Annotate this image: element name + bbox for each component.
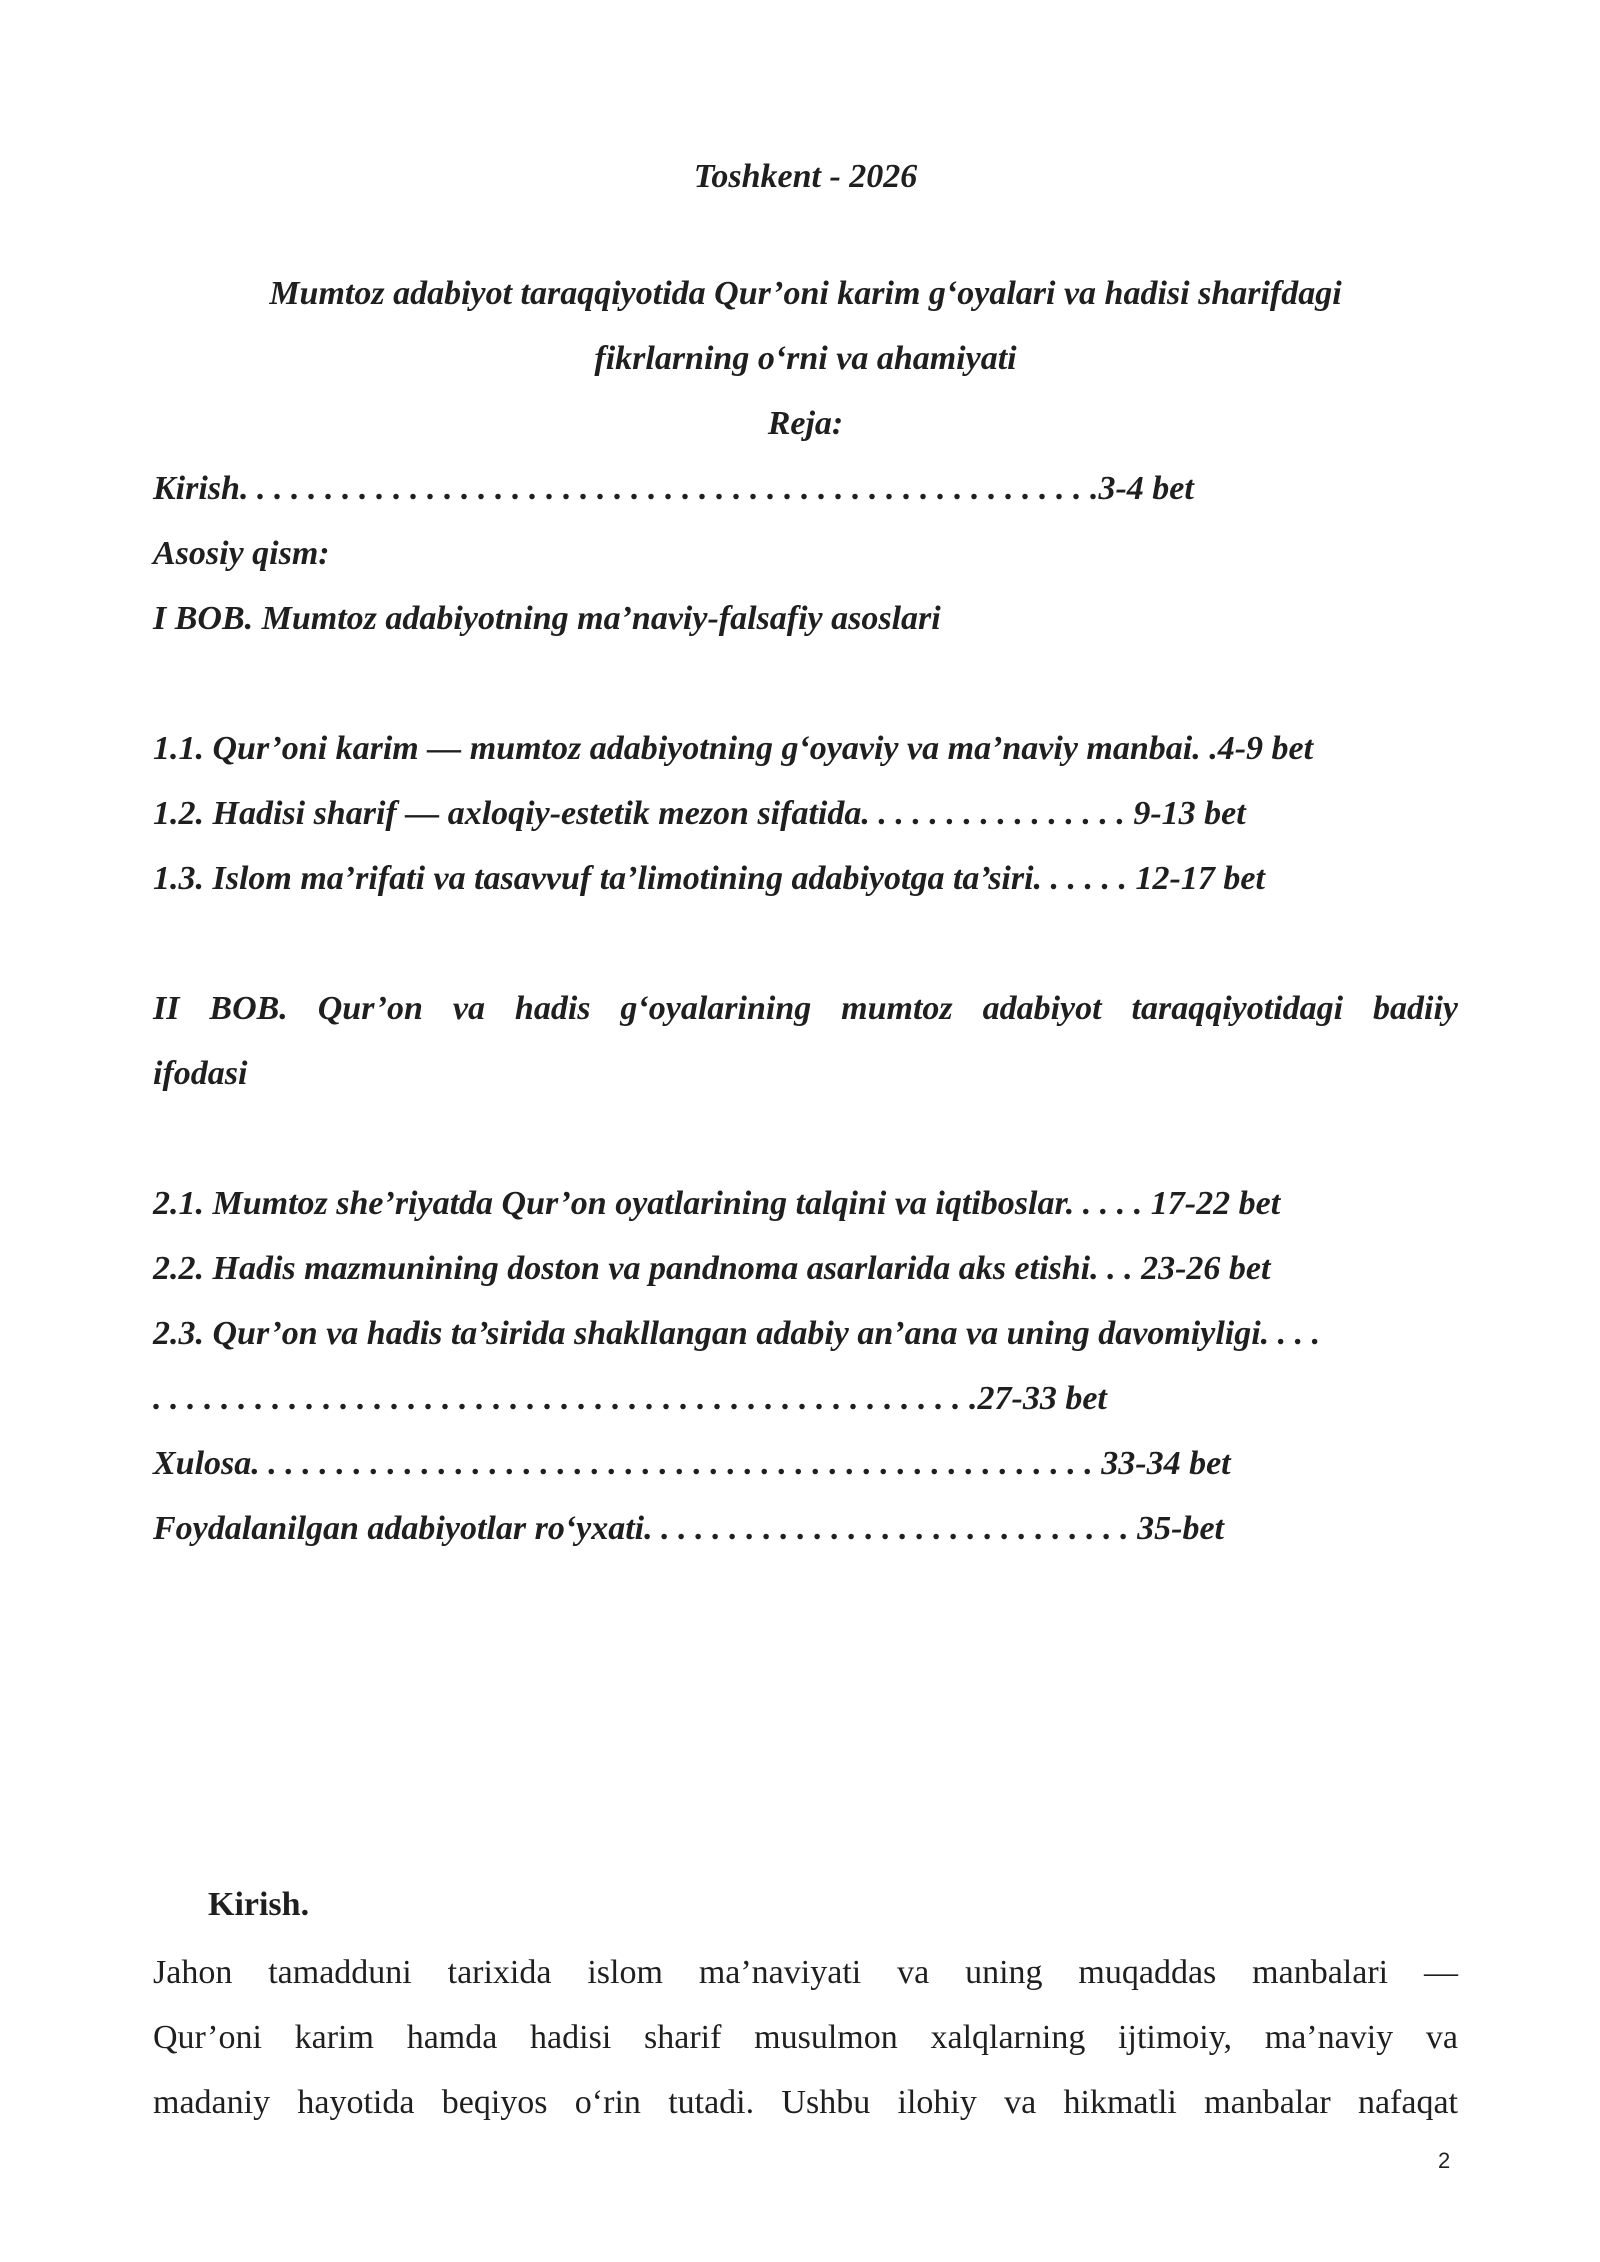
toc-chapter-2-line-2: ifodasi xyxy=(153,1055,248,1092)
toc-entry-1-1: 1.1. Qur’oni karim — mumtoz adabiyotning g‘oyaviy va ma’naviy manbai. .4-9 bet xyxy=(153,730,1314,767)
toc-entry-2-1: 2.1. Mumtoz she’riyatda Qur’on oyatlarining talqini va iqtiboslar. . . . . 17-22 bet xyxy=(153,1185,1281,1222)
toc-entry-1-2: 1.2. Hadisi sharif — axloqiy-estetik mezon sifatida. . . . . . . . . . . . . . . . 9-13 bet xyxy=(153,795,1246,832)
document-title-line-2: fikrlarning o‘rni va ahamiyati xyxy=(594,340,1017,377)
intro-line-2: Qur’oni karim hamda hadisi sharif musulmon xalqlarning ijtimoiy, ma’naviy va xyxy=(153,2019,1458,2056)
toc-entry-asosiy-qism: Asosiy qism: xyxy=(153,535,330,572)
intro-line-3: madaniy hayotida beqiyos o‘rin tutadi. Ushbu ilohiy va hikmatli manbalar nafaqat xyxy=(153,2084,1458,2121)
toc-entry-xulosa: Xulosa. . . . . . . . . . . . . . . . . . . . . . . . . . . . . . . . . . . . . . . . . . . . . . . . . . 33-34 bet xyxy=(153,1445,1231,1482)
intro-paragraph xyxy=(153,1940,1458,2135)
toc-chapter-2-line-1: II BOB. Qur’on va hadis g‘oyalarining mumtoz adabiyot taraqqiyotidagi badiiy xyxy=(153,990,1458,1027)
city-year: Toshkent - 2026 xyxy=(693,158,918,195)
toc-entry-1-3: 1.3. Islom ma’rifati va tasavvuf ta’limotining adabiyotga ta’siri. . . . . . 12-17 bet xyxy=(153,860,1265,897)
plan-heading: Reja: xyxy=(767,405,844,442)
toc-entry-2-2: 2.2. Hadis mazmunining doston va pandnoma asarlarida aks etishi. . . 23-26 bet xyxy=(153,1250,1271,1287)
toc-entry-2-3-line-1: 2.3. Qur’on va hadis ta’sirida shakllangan adabiy an’ana va uning davomiyligi. . . . xyxy=(153,1315,1321,1352)
intro-line-1: Jahon tamadduni tarixida islom ma’naviyati va uning muqaddas manbalari — xyxy=(153,1954,1458,1991)
intro-heading: Kirish. xyxy=(208,1886,310,1923)
toc-entry-foydalanilgan-adabiyotlar: Foydalanilgan adabiyotlar ro‘yxati. . . . . . . . . . . . . . . . . . . . . . . . . . . . . 35-bet xyxy=(153,1510,1224,1547)
toc-chapter-1: I BOB. Mumtoz adabiyotning ma’naviy-falsafiy asoslari xyxy=(153,600,941,637)
page-number: 2 xyxy=(1438,2148,1451,2173)
toc-entry-2-3-line-2: . . . . . . . . . . . . . . . . . . . . . . . . . . . . . . . . . . . . . . . . . . . . . . . . .27-33 bet xyxy=(153,1380,1107,1417)
document-title-line-1: Mumtoz adabiyot taraqqiyotida Qur’oni karim g‘oyalari va hadisi sharifdagi xyxy=(269,275,1342,312)
toc-entry-kirish: Kirish. . . . . . . . . . . . . . . . . . . . . . . . . . . . . . . . . . . . . . . . . . . . . . . . . . .3-4 bet xyxy=(153,470,1194,507)
